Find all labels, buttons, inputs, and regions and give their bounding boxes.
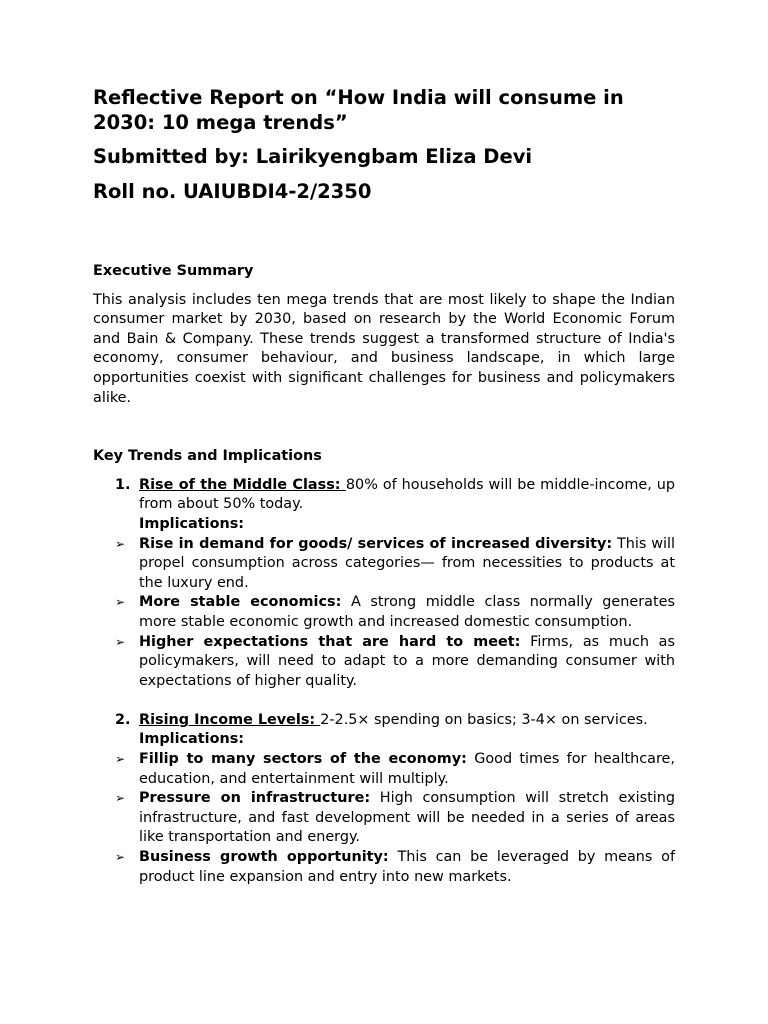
trend-number: 2. xyxy=(115,711,131,728)
arrow-bullet-icon: ➢ xyxy=(115,752,126,767)
implication-title: Higher expectations that are hard to meet: xyxy=(139,633,521,650)
implications-list xyxy=(115,750,676,887)
implication-text: This can be leveraged by means of product line expansion and entry into new markets. xyxy=(139,849,676,885)
implication-title: Pressure on infrastructure: xyxy=(139,790,371,807)
arrow-bullet-icon: ➢ xyxy=(115,536,126,551)
document-page xyxy=(93,85,675,887)
implications-label: Implications: xyxy=(139,515,245,532)
arrow-bullet-icon: ➢ xyxy=(115,595,126,610)
implication-item xyxy=(115,750,675,789)
roll-number: Roll no. UAIUBDI4-2/2350 xyxy=(93,180,372,203)
implication-text: This will propel consumption across categories— from necessities to products at the luxury end. xyxy=(139,535,675,591)
implication-text: Firms, as much as policymakers, will need to adapt to a more demanding consumer with expectations of higher quality. xyxy=(139,633,676,689)
arrow-bullet-icon: ➢ xyxy=(115,634,126,649)
implications-list xyxy=(115,535,676,692)
trend-number: 1. xyxy=(115,476,131,493)
implication-item xyxy=(115,535,675,594)
arrow-bullet-icon: ➢ xyxy=(115,850,126,865)
implication-item xyxy=(115,789,675,848)
executive-summary-body: This analysis includes ten mega trends that are most likely to shape the Indian consumer market by 2030, based on research by the World Economic Forum and Bain & Company. These trends suggest a transformed structure of India's economy, consumer behaviour, and business landscape, in which large opportunities coexist with significant challenges for business and policymakers alike. xyxy=(93,291,675,406)
trend-item xyxy=(93,476,675,692)
trend-heading xyxy=(139,711,675,731)
implication-title: Business growth opportunity: xyxy=(139,849,389,866)
implication-item xyxy=(115,633,676,692)
implication-text: A strong middle class normally generates more stable economic growth and increased domestic consumption. xyxy=(139,594,675,630)
trend-title: Rise of the Middle Class: xyxy=(139,476,346,493)
executive-summary-heading: Executive Summary xyxy=(93,263,254,279)
implication-text: High consumption will stretch existing infrastructure, and fast development will be needed in a series of areas like transportation and energy. xyxy=(139,790,675,846)
report-title: Reflective Report on “How India will consume in 2030: 10 mega trends” xyxy=(93,86,624,134)
implication-title: Rise in demand for goods/ services of increased diversity: xyxy=(139,535,613,552)
arrow-bullet-icon: ➢ xyxy=(115,791,126,806)
trends-list xyxy=(93,476,675,887)
implications-label: Implications: xyxy=(139,731,245,748)
trend-text: 80% of households will be middle-income, up from about 50% today. xyxy=(139,476,675,513)
trend-text: 2-2.5× spending on basics; 3-4× on services. xyxy=(320,711,648,728)
implication-item xyxy=(115,848,676,887)
implication-item xyxy=(115,593,675,632)
implication-text: Good times for healthcare, education, and entertainment will multiply. xyxy=(139,751,675,787)
implication-title: Fillip to many sectors of the economy: xyxy=(139,751,467,768)
key-trends-heading: Key Trends and Implications xyxy=(93,448,322,465)
implication-title: More stable economics: xyxy=(139,594,342,611)
trend-item xyxy=(93,711,675,887)
trend-title: Rising Income Levels: xyxy=(139,711,321,728)
trend-heading xyxy=(139,476,675,515)
submitted-by: Submitted by: Lairikyengbam Eliza Devi xyxy=(93,145,533,168)
